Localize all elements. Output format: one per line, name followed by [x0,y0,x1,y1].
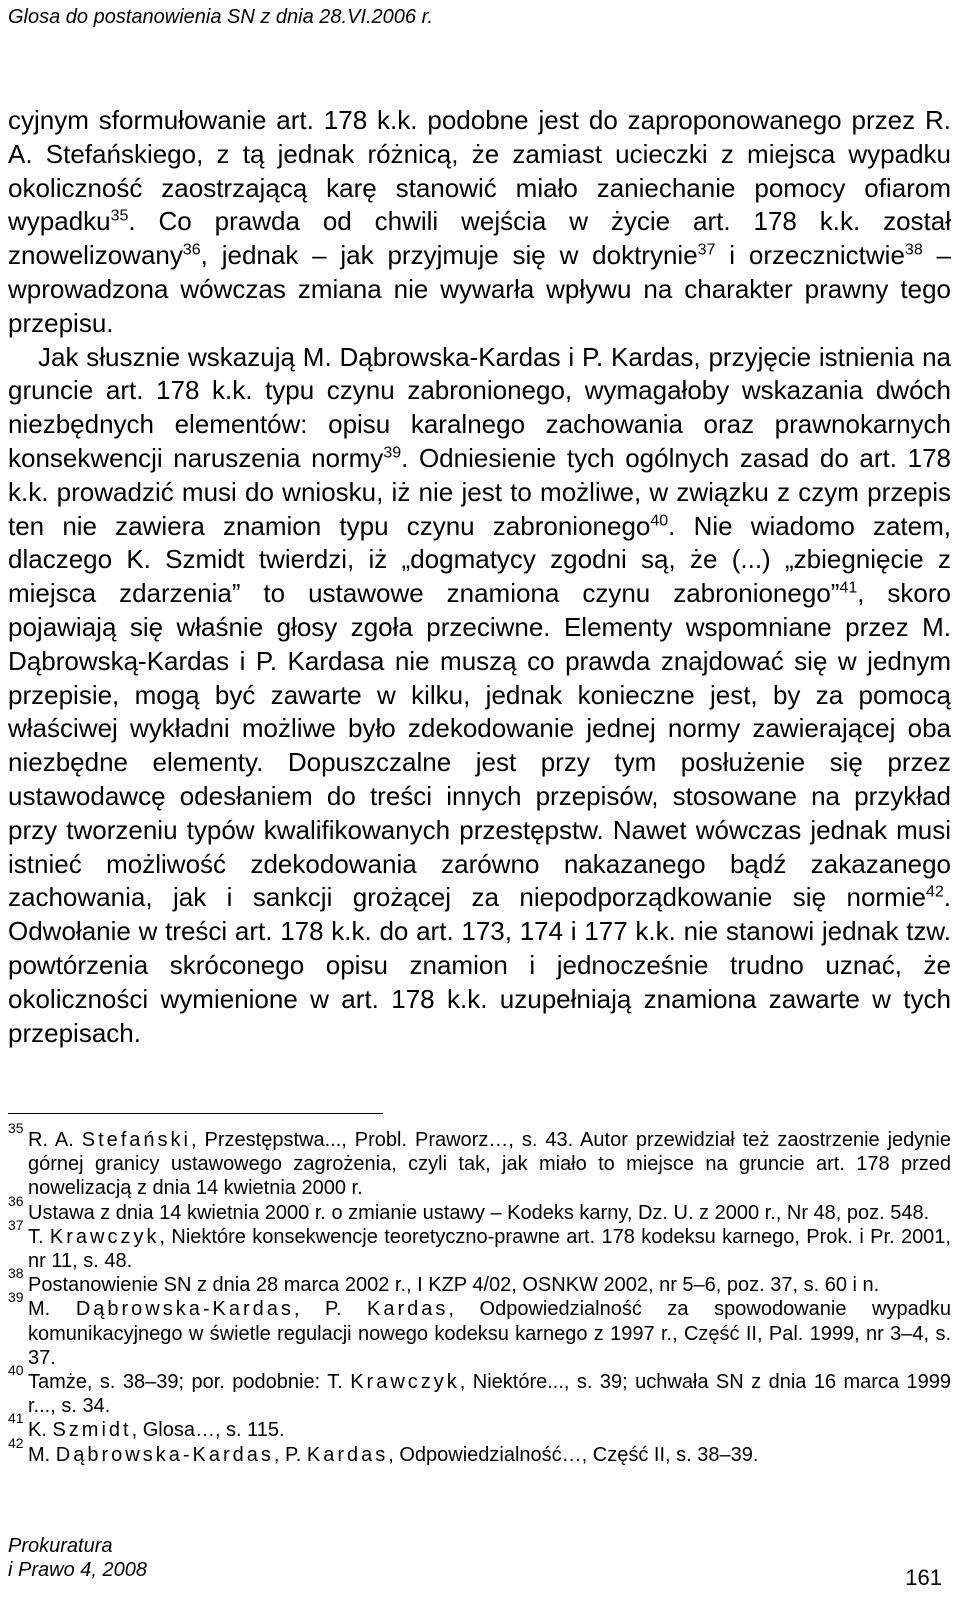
footnote-41: 41 K. Szmidt, Glosa…, s. 115. [8,1410,285,1442]
page-number: 161 [905,1565,942,1590]
footnote-36: 36 Ustawa z dnia 14 kwietnia 2000 r. o zmianie ustawy – Kodeks karny, Dz. U. z 2000 r., Nr 48, poz. 548. [8,1192,930,1224]
footnote-number: 35 [8,1120,24,1136]
journal-footer [8,1534,147,1582]
author-name: Szmidt [52,1419,132,1442]
paragraph-1: cyjnym sformułowanie art. 178 k.k. podobne jest do zaproponowanego przez R. A. Stefańskiego, z tą jednak różnicą, że zamiast ucieczki z miejsca wypadku okoliczność zaostrzającą karę stanowić miało zaniechanie pomocy ofiarom wypadku$^{35}$. Co prawda od chwili wejścia w życie art. 178 k.k. został znowelizowany$^{36}$, jednak – jak przyjmuje się w doktrynie$^{37}$ i orzecznictwie$^{38}$ – wprowadzona wówczas zmiana nie wywarła wpływu na charakter prawny tego przepisu. [8,105,951,338]
footnote-ref-36[interactable]: 36 [182,241,201,259]
paragraph-2: Jak słusznie wskazują M. Dąbrowska-Kardas i P. Kardas, przyjęcie istnienia na gruncie art. 178 k.k. typu czynu zabronionego, wymagałoby wskazania dwóch niezbędnych elementów: opisu karalnego zachowania oraz prawnokarnych konsekwencji naruszenia normy$^{39}$. Odniesienie tych ogólnych zasad do art. 178 k.k. prowadzić musi do wniosku, iż nie jest to możliwe, w związku z czym przepis ten nie zawiera znamion typu czynu zabronionego$^{40}$. Nie wiadomo zatem, dlaczego K. Szmidt twierdzi, iż „dogmatycy zgodni są, że (...) „zbiegnięcie z miejsca zdarzenia” to ustawowe znamiona czynu zabronionego”$^{41}$, skoro pojawiają się właśnie głosy zgoła przeciwne. Elementy wspomniane przez M. Dąbrowską-Kardas i P. Kardasa nie muszą co prawda znajdować się w jednym przepisie, mogą być zawarte w kilku, jednak konieczne jest, by za pomocą właściwej wykładni możliwe było zdekodowanie jednej normy zawierającej oba niezbędne elementy. Dopuszczalne jest przy tym posłużenie się przez ustawodawcę odesłaniem do treści innych przepisów, stosowane na przykład przy tworzeniu typów kwalifikowanych przestępstw. Nawet wówczas jednak musi istnieć możliwość zdekodowania zarówno nakazanego bądź zakazanego zachowania, jak i sankcji grożącej za niepodporządkowanie się normie$^{42}$. Odwołanie w treści art. 178 k.k. do art. 173, 174 i 177 k.k. nie stanowi jednak tzw. powtórzenia skróconego opisu znamion i jednocześnie trudno uznać, że okoliczności wymienione w art. 178 k.k. uzupełniają znamiona zawarte w tych przepisach. [8,341,951,1048]
author-name: Dąbrowska-Kardas [55,1443,274,1466]
author-name: Krawczyk [350,1371,460,1394]
running-header: Glosa do postanowienia SN z dnia 28.VI.2006 r. [8,6,434,28]
footnote-35: 35 R. A. Stefański, Przestępstwa..., Probl. Praworz…, s. 43. Autor przewidział też zaostrzenie jedynie górnej granicy ustawowego zagrożenia, czyli tak, jak miało to miejsce na gruncie art. 178 przed nowelizacją z dnia 14 kwietnia 2000 r. [8,1120,951,1200]
footnote-number: 41 [8,1410,24,1427]
footnote-number: 39 [8,1289,24,1306]
footnote-separator [8,1113,383,1114]
journal-name-line1: Prokuratura [8,1535,113,1557]
footnote-number: 36 [8,1192,24,1209]
author-name: Kardas [366,1298,449,1321]
footnote-ref-37[interactable]: 37 [697,241,716,259]
footnote-number: 37 [8,1216,24,1233]
author-name: Kardas [306,1443,389,1466]
main-text [8,104,951,1050]
footnote-ref-35[interactable]: 35 [110,207,129,225]
footnotes [8,1120,951,1467]
footnote-42: 42 M. Dąbrowska-Kardas, P. Kardas, Odpowiedzialność…, Część II, s. 38–39. [8,1434,759,1466]
footnote-ref-40[interactable]: 40 [650,511,669,529]
author-name: Dąbrowska-Kardas [75,1298,294,1321]
footnote-ref-38[interactable]: 38 [904,241,923,259]
footnote-ref-41[interactable]: 41 [839,579,858,597]
footnote-40: 40 Tamże, s. 38–39; por. podobnie: T. Krawczyk, Niektóre..., s. 39; uchwała SN z dnia 16 marca 1999 r..., s. 34. [8,1362,951,1418]
footnote-39: 39 M. Dąbrowska-Kardas, P. Kardas, Odpowiedzialność za spowodowanie wypadku komunikacyjnego w świetle regulacji nowego kodeksu karnego z 1997 r., Część II, Pal. 1999, nr 3–4, s. 37. [8,1289,951,1369]
footnote-number: 40 [8,1362,24,1379]
footnote-38: 38 Postanowienie SN z dnia 28 marca 2002 r., I KZP 4/02, OSNKW 2002, nr 5–6, poz. 37, s. 60 i n. [8,1265,880,1297]
author-name: Krawczyk [49,1225,160,1248]
footnote-ref-42[interactable]: 42 [925,883,944,901]
footnote-ref-39[interactable]: 39 [383,444,402,462]
footnote-number: 42 [8,1434,24,1451]
footnote-37: 37 T. Krawczyk, Niektóre konsekwencje teoretyczno-prawne art. 178 kodeksu karnego, Prok. i Pr. 2001, nr 11, s. 48. [8,1216,951,1273]
author-name: Stefański [81,1129,191,1151]
footnote-number: 38 [8,1265,24,1282]
journal-name-line2: i Prawo 4, 2008 [8,1559,147,1581]
